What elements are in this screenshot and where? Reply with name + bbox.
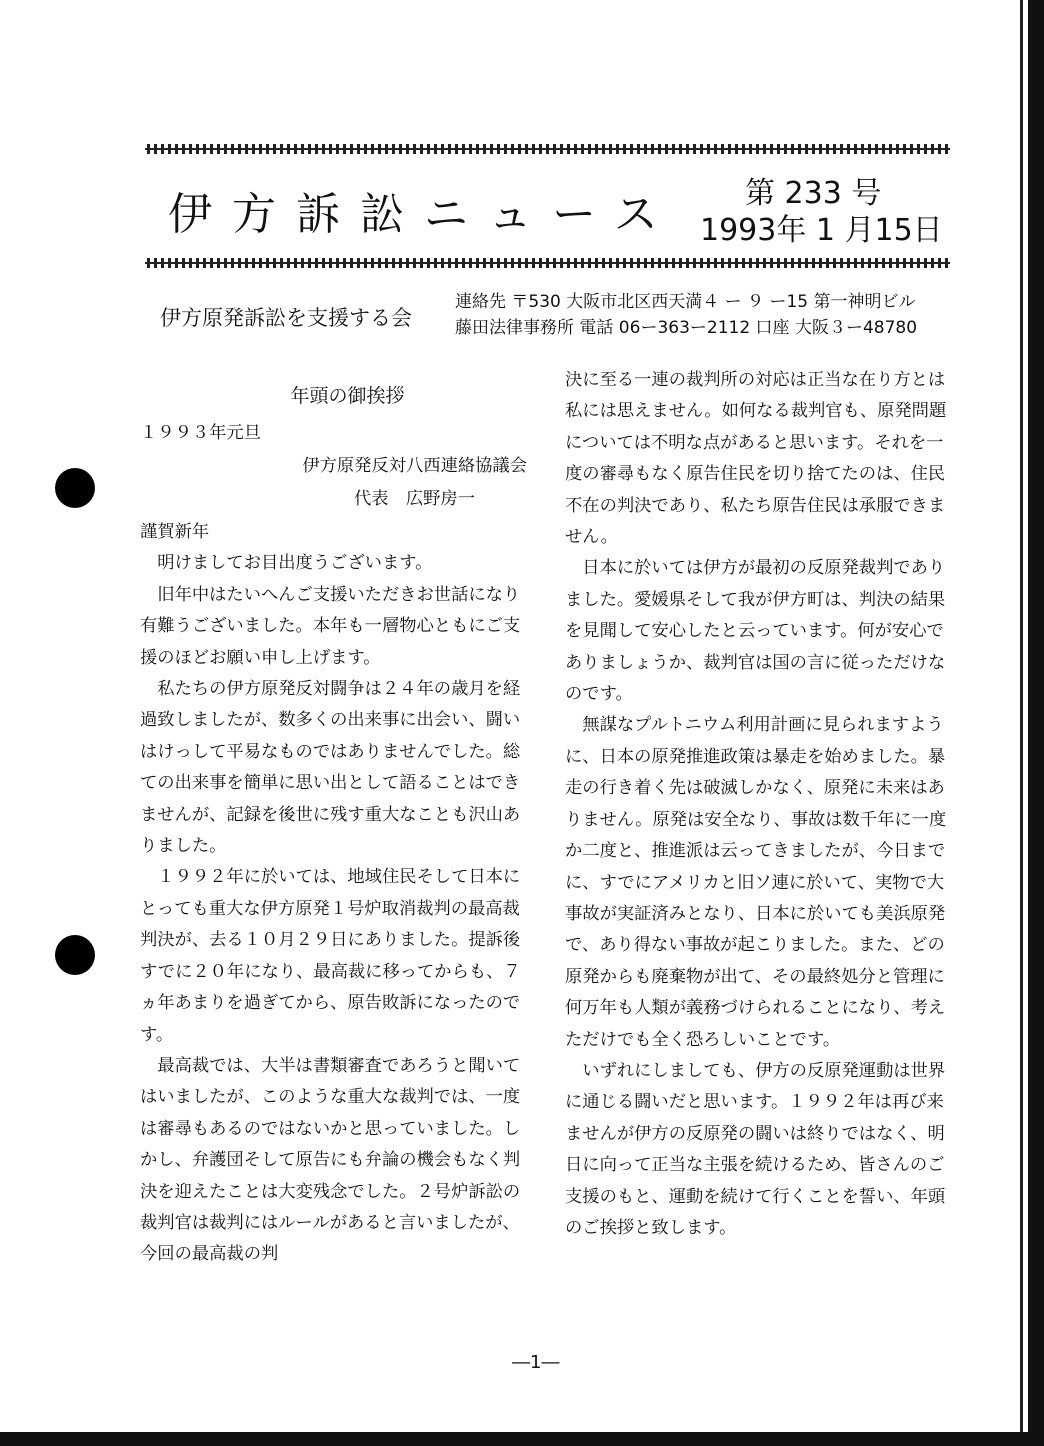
paragraph: 決に至る一連の裁判所の対応は正当な在り方とは私には思えません。如何なる裁判官も、原発問題については不明な点があると思います。それを一度の審尋もなく原告住民を切り捨てたのは、住民不在の判決であり、私たち原告住民は承服できません。 — [565, 370, 947, 548]
punch-hole-bottom — [55, 935, 95, 975]
sender-representative: 代表 広野房一 — [354, 489, 475, 509]
article-column-right — [565, 365, 955, 1244]
scan-border-right-line — [1020, 0, 1023, 1446]
punch-hole-top — [55, 468, 95, 508]
paragraph: 旧年中はたいへんご支援いただきお世話になり有難うございました。本年も一層物心ともにご支援のほどお願い申し上げます。 — [140, 584, 521, 668]
paragraph: 無謀なプルトニウム利用計画に見られますように、日本の原発推進政策は暴走を始めました。暴走の行き着く先は破滅しかなく、原発に未来はありません。原発は安全なり、事故は数千年に一度か二度と、推進派は云ってきましたが、今日までに、すでにアメリカと旧ソ連に於いて、実物で大事故が実証済みとなり、日本に於いても美浜原発で、あり得ない事故が起こりました。また、どの原発からも廃棄物が出て、その最終処分と管理に何万年も人類が義務づけられることになり、考えただけでも全く恐ろしいことです。 — [565, 715, 947, 1050]
scan-border-right — [1028, 0, 1044, 1446]
contact-info — [455, 289, 917, 341]
issue-date: 1993年 1 月15日 — [700, 213, 943, 248]
sender-organization: 伊方原発反対八西連絡協議会 — [302, 456, 527, 476]
article-heading: 年頭の御挨拶 — [290, 385, 405, 407]
paragraph: 明けましてお目出度うございます。 — [140, 553, 433, 574]
newsletter-title: 伊方訴訟ニュース — [168, 189, 678, 240]
paragraph: 日本に於いては伊方が最初の反原発裁判でありました。愛媛県そして我が伊方町は、判決の結果を見聞して安心したと云っています。何が安心でありましょうか、裁判官は国の言に従っただけなのです。 — [565, 558, 946, 705]
top-decorative-rule — [145, 143, 950, 155]
contact-office: 藤田法律事務所 電話 06ー363ー2112 口座 大阪３ー48780 — [455, 318, 918, 338]
paragraph: 最高裁では、大半は書類審査であろうと聞いてはいましたが、このような重大な裁判では、一度は審尋もあるのではないかと思っていました。しかし、弁護団そして原告にも弁論の機会もなく判決を迎えたことは大変残念でした。２号炉訴訟の裁判官は裁判にはルールがあると言いましたが、今回の最高裁の判 — [140, 1055, 521, 1265]
article-column-left — [140, 378, 535, 1271]
paragraph: 私たちの伊方原発反対闘争は２４年の歳月を経過致しましたが、数多くの出来事に出会い、闘いはけっして平易なものではありませんでした。総ての出来事を簡単に思い出として語ることはできませんが、記録を後世に残す重大なことも沢山ありました。 — [140, 679, 521, 857]
greeting: 謹賀新年 — [140, 522, 210, 542]
article-date: １９９３年元旦 — [140, 423, 261, 443]
bottom-decorative-rule — [145, 257, 950, 269]
paragraph: １９９２年に於いては、地域住民そして日本にとっても重大な伊方原発１号炉取消裁判の最高裁判決が、去る１０月２９日にありました。提訴後すでに２０年になり、最高裁に移ってからも、７ヵ年あまりを過ぎてから、原告敗訴になったのです。 — [140, 867, 521, 1045]
paragraph: いずれにしましても、伊方の反原発運動は世界に通じる闘いだと思います。１９９２年は再び来ませんが伊方の反原発の闘いは終りではなく、明日に向って正当な主張を続けるため、皆さんのご支援のもと、運動を続けて行くことを誓い、年頭のご挨拶と致します。 — [565, 1060, 946, 1238]
contact-address: 連絡先 〒530 大阪市北区西天満４ ー ９ ー15 第一神明ビル — [455, 292, 916, 312]
issue-number: 第 233 号 — [745, 176, 882, 211]
page-number: ―1― — [512, 1352, 560, 1373]
scan-border-bottom — [0, 1432, 1044, 1446]
publisher-name: 伊方原発訴訟を支援する会 — [160, 306, 412, 330]
